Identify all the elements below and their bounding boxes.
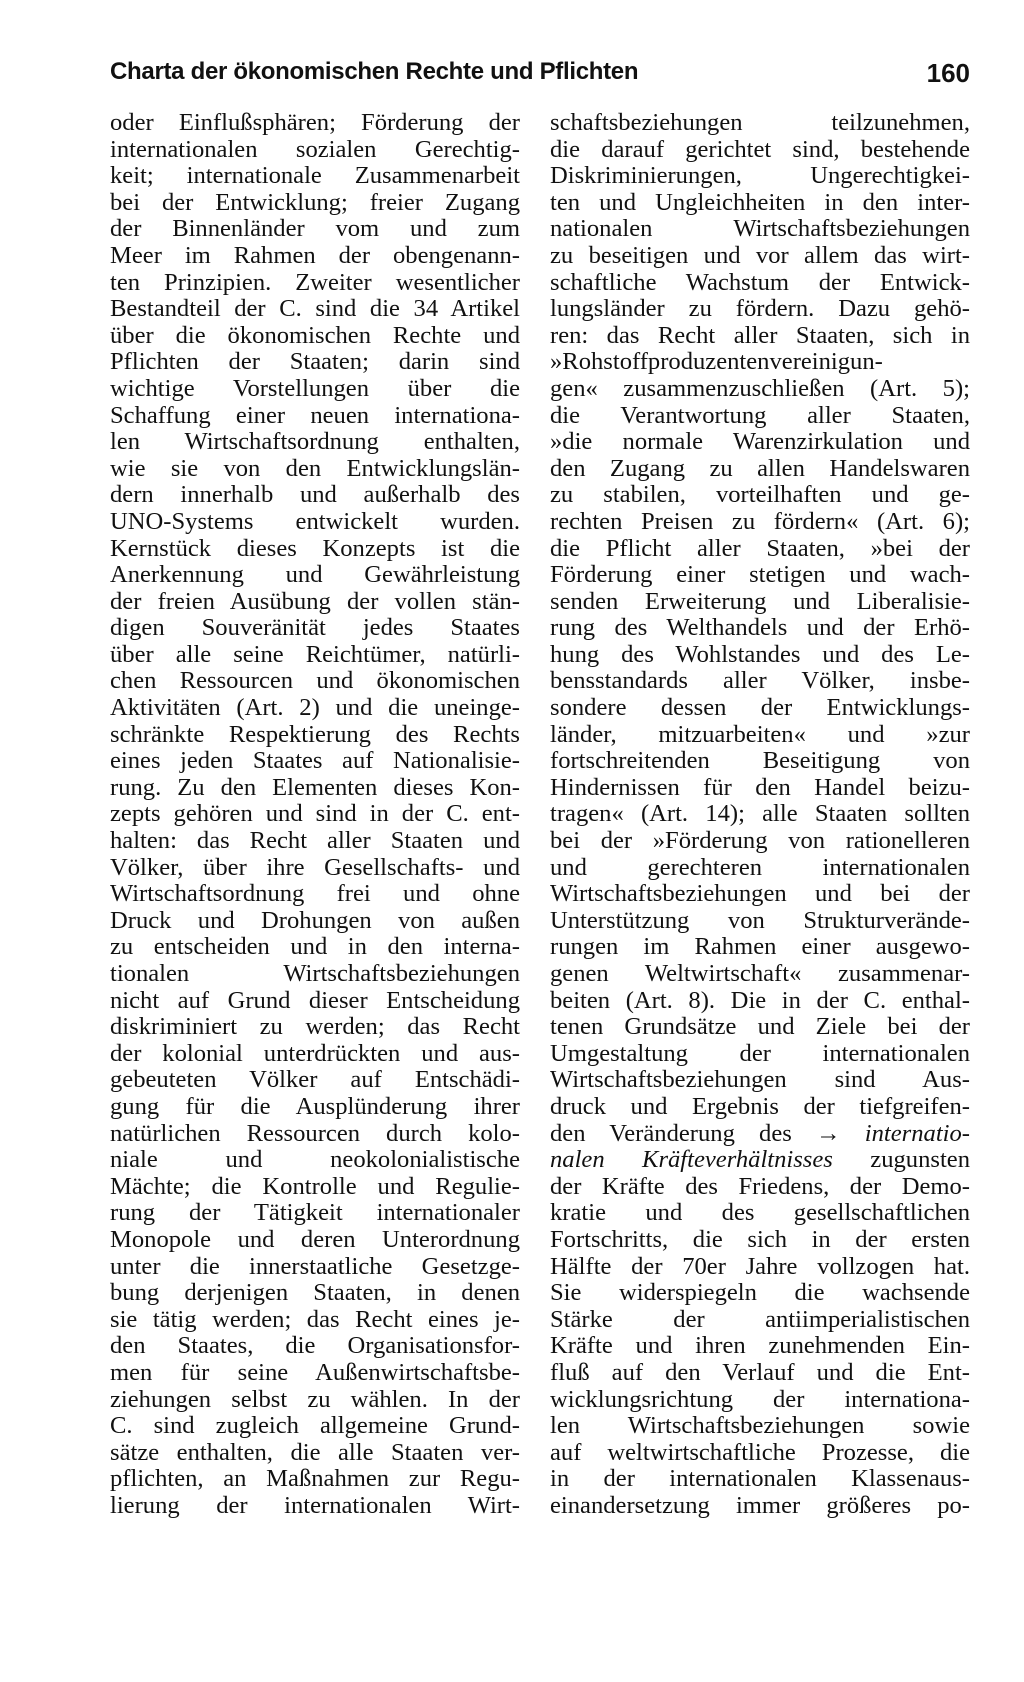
- text-fragment: zugunsten: [832, 1147, 970, 1174]
- text-line: schränkte Respektierung des Rechts: [110, 721, 520, 748]
- text-line: oder Einflußsphären; Förderung der: [110, 110, 520, 136]
- text-line: tragen« (Art. 14); alle Staaten sollten: [550, 801, 970, 828]
- text-line: UNO-Systems entwickelt wurden.: [110, 508, 520, 535]
- cross-reference-arrow-icon: →: [816, 1120, 841, 1147]
- text-line: Unterstützung von Strukturverände-: [550, 907, 970, 934]
- text-line: schaftsbeziehungen teilzunehmen,: [550, 110, 970, 136]
- page-number: 160: [926, 58, 970, 88]
- text-line: über die ökonomischen Rechte und: [110, 322, 520, 349]
- text-line: den Zugang zu allen Handelswaren: [550, 455, 970, 482]
- text-line: Sie widerspiegeln die wachsende: [550, 1280, 970, 1307]
- text-line: Stärke der antiimperialistischen: [550, 1306, 970, 1333]
- text-line: zu beseitigen und vor allem das wirt-: [550, 242, 970, 269]
- text-line: unter die innerstaatliche Gesetzge-: [110, 1253, 520, 1280]
- text-line: wicklungsrichtung der internationa-: [550, 1386, 970, 1413]
- text-line: Monopole und deren Unterordnung: [110, 1226, 520, 1253]
- running-head-title: Charta der ökonomischen Rechte und Pflichten: [110, 58, 639, 85]
- text-line: zu stabilen, vorteilhaften und ge-: [550, 482, 970, 509]
- text-line: Schaffung einer neuen internationa-: [110, 402, 520, 429]
- text-line: keit; internationale Zusammenarbeit: [110, 163, 520, 190]
- text-line: zu entscheiden und in den interna-: [110, 934, 520, 961]
- text-line: hung des Wohlstandes und des Le-: [550, 641, 970, 668]
- cross-reference-term[interactable]: nalen Kräfteverhältnisses: [550, 1147, 833, 1174]
- text-line: der Binnenländer vom und zum: [110, 216, 520, 243]
- text-line: gung für die Ausplünderung ihrer: [110, 1093, 520, 1120]
- text-line: bung derjenigen Staaten, in denen: [110, 1280, 520, 1307]
- text-line: Aktivitäten (Art. 2) und die uneinge-: [110, 695, 520, 722]
- text-line: Druck und Drohungen von außen: [110, 907, 520, 934]
- text-line: ziehungen selbst zu wählen. In der: [110, 1386, 520, 1413]
- page-header: [110, 58, 970, 98]
- text-line: in der internationalen Klassenaus-: [550, 1466, 970, 1493]
- text-line: C. sind zugleich allgemeine Grund-: [110, 1413, 520, 1440]
- text-line: rung. Zu den Elementen dieses Kon-: [110, 774, 520, 801]
- text-column-right: [550, 110, 970, 1519]
- text-line: internationalen sozialen Gerechtig-: [110, 136, 520, 163]
- text-line: ten und Ungleichheiten in den inter-: [550, 189, 970, 216]
- text-line: senden Erweiterung und Liberalisie-: [550, 588, 970, 615]
- text-column-left: [110, 110, 520, 1519]
- text-line: gen« zusammenzuschließen (Art. 5);: [550, 375, 970, 402]
- text-line: den Staates, die Organisationsfor-: [110, 1333, 520, 1360]
- text-line: wichtige Vorstellungen über die: [110, 375, 520, 402]
- text-line: ten Prinzipien. Zweiter wesentlicher: [110, 269, 520, 296]
- text-line: über alle seine Reichtümer, natürli-: [110, 641, 520, 668]
- text-line: tenen Grundsätze und Ziele bei der: [550, 1014, 970, 1041]
- text-line: kratie und des gesellschaftlichen: [550, 1200, 970, 1227]
- text-line: dern innerhalb und außerhalb des: [110, 482, 520, 509]
- text-line: Diskriminierungen, Ungerechtigkei-: [550, 163, 970, 190]
- text-line: rung des Welthandels und der Erhö-: [550, 615, 970, 642]
- text-line: len Wirtschaftsbeziehungen sowie: [550, 1413, 970, 1440]
- text-line: der freien Ausübung der vollen stän-: [110, 588, 520, 615]
- text-line: Kräfte und ihren zunehmenden Ein-: [550, 1333, 970, 1360]
- text-line: Bestandteil der C. sind die 34 Artikel: [110, 296, 520, 323]
- text-line: bensstandards aller Völker, insbe-: [550, 668, 970, 695]
- text-line: lungsländer zu fördern. Dazu gehö-: [550, 296, 970, 323]
- text-line: Völker, über ihre Gesellschafts- und: [110, 854, 520, 881]
- text-line: Umgestaltung der internationalen: [550, 1040, 970, 1067]
- text-line: [550, 1147, 970, 1174]
- text-line: Wirtschaftsbeziehungen sind Aus-: [550, 1067, 970, 1094]
- text-line: Wirtschaftsordnung frei und ohne: [110, 881, 520, 908]
- text-line: länder, mitzuarbeiten« und »zur: [550, 721, 970, 748]
- text-line: einandersetzung immer größeres po-: [550, 1492, 970, 1519]
- text-line: und gerechteren internationalen: [550, 854, 970, 881]
- text-line: druck und Ergebnis der tiefgreifen-: [550, 1093, 970, 1120]
- text-line: wie sie von den Entwicklungslän-: [110, 455, 520, 482]
- text-line: tionalen Wirtschaftsbeziehungen: [110, 961, 520, 987]
- text-line: niale und neokolonialistische: [110, 1147, 520, 1174]
- text-line: Hälfte der 70er Jahre vollzogen hat.: [550, 1253, 970, 1280]
- text-line: bei der Entwicklung; freier Zugang: [110, 189, 520, 216]
- text-line: sie tätig werden; das Recht eines je-: [110, 1306, 520, 1333]
- cross-reference-term[interactable]: internatio-: [864, 1120, 970, 1147]
- text-line: genen Weltwirtschaft« zusammenar-: [550, 961, 970, 987]
- text-line: gebeuteten Völker auf Entschädi-: [110, 1067, 520, 1094]
- text-line: »die normale Warenzirkulation und: [550, 429, 970, 456]
- text-line: Hindernissen für den Handel beizu-: [550, 774, 970, 801]
- text-line: nicht auf Grund dieser Entscheidung: [110, 987, 520, 1014]
- text-line: bei der »Förderung von rationelleren: [550, 828, 970, 855]
- text-line: auf weltwirtschaftliche Prozesse, die: [550, 1439, 970, 1466]
- text-line: lierung der internationalen Wirt-: [110, 1492, 520, 1519]
- text-line: fortschreitenden Beseitigung von: [550, 748, 970, 775]
- text-line: den Veränderung des → internatio-: [550, 1120, 970, 1147]
- text-line: zepts gehören und sind in der C. ent-: [110, 801, 520, 828]
- text-line: rung der Tätigkeit internationaler: [110, 1200, 520, 1227]
- text-line: pflichten, an Maßnahmen zur Regu-: [110, 1466, 520, 1493]
- text-line: Wirtschaftsbeziehungen und bei der: [550, 881, 970, 908]
- text-line: Meer im Rahmen der obengenann-: [110, 242, 520, 269]
- text-line: sätze enthalten, die alle Staaten ver-: [110, 1439, 520, 1466]
- text-line: ren: das Recht aller Staaten, sich in: [550, 322, 970, 349]
- text-line: natürlichen Ressourcen durch kolo-: [110, 1120, 520, 1147]
- text-line: Kernstück dieses Konzepts ist die: [110, 535, 520, 562]
- text-line: Pflichten der Staaten; darin sind: [110, 349, 520, 376]
- text-line: Förderung einer stetigen und wach-: [550, 562, 970, 589]
- text-line: len Wirtschaftsordnung enthalten,: [110, 429, 520, 456]
- text-line: der Kräfte des Friedens, der Demo-: [550, 1173, 970, 1200]
- text-line: schaftliche Wachstum der Entwick-: [550, 269, 970, 296]
- text-line: halten: das Recht aller Staaten und: [110, 828, 520, 855]
- text-line: eines jeden Staates auf Nationalisie-: [110, 748, 520, 775]
- text-line: der kolonial unterdrückten und aus-: [110, 1040, 520, 1067]
- text-line: die darauf gerichtet sind, bestehende: [550, 136, 970, 163]
- text-line: die Verantwortung aller Staaten,: [550, 402, 970, 429]
- text-line: beiten (Art. 8). Die in der C. enthal-: [550, 987, 970, 1014]
- text-line: Mächte; die Kontrolle und Regulie-: [110, 1173, 520, 1200]
- text-line: sondere dessen der Entwicklungs-: [550, 695, 970, 722]
- text-line: nationalen Wirtschaftsbeziehungen: [550, 216, 970, 243]
- text-line: Anerkennung und Gewährleistung: [110, 562, 520, 589]
- text-line: »Rohstoffproduzentenvereinigun-: [550, 349, 883, 376]
- text-line: fluß auf den Verlauf und die Ent-: [550, 1359, 970, 1386]
- text-line: chen Ressourcen und ökonomischen: [110, 668, 520, 695]
- text-line: rechten Preisen zu fördern« (Art. 6);: [550, 508, 970, 535]
- text-line: digen Souveränität jedes Staates: [110, 615, 520, 642]
- text-line: diskriminiert zu werden; das Recht: [110, 1014, 520, 1041]
- text-line: men für seine Außenwirtschaftsbe-: [110, 1359, 520, 1386]
- text-line: rungen im Rahmen einer ausgewo-: [550, 934, 970, 961]
- text-line: Fortschritts, die sich in der ersten: [550, 1226, 970, 1253]
- text-line: die Pflicht aller Staaten, »bei der: [550, 535, 970, 562]
